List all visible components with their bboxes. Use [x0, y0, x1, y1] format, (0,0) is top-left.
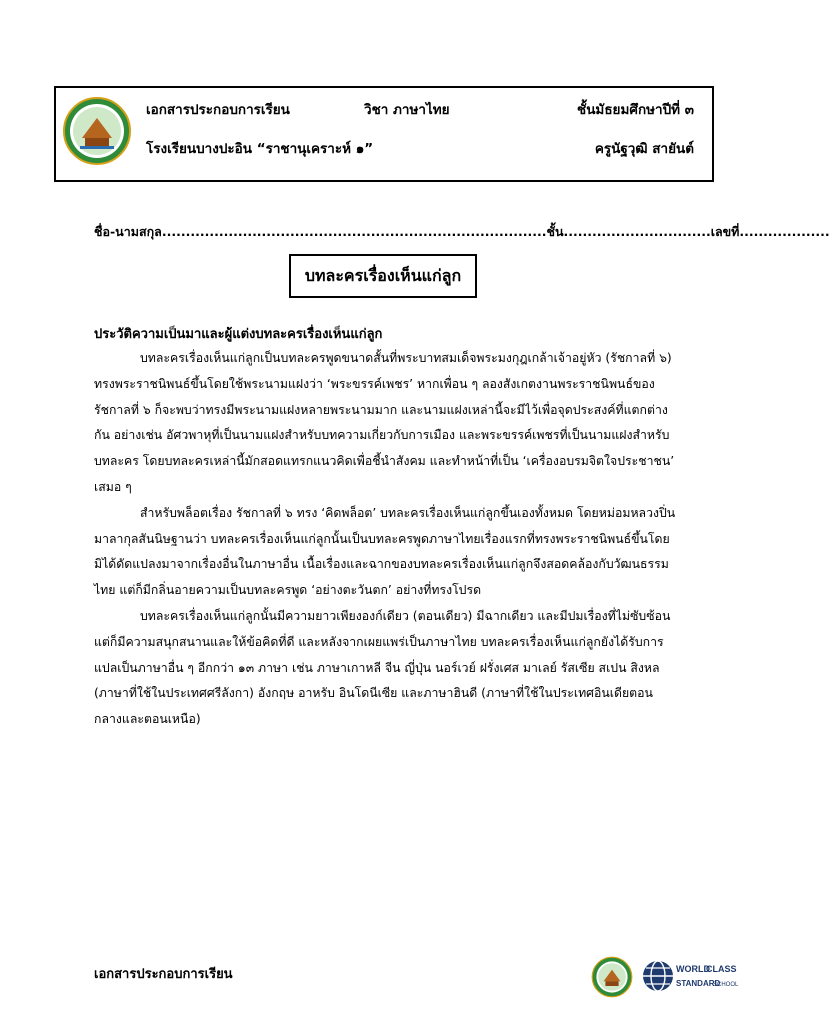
- globe-icon: [643, 961, 673, 991]
- footer-school-logo: [591, 956, 633, 998]
- body-text: [94, 346, 676, 733]
- wcss-world: WORLD: [676, 964, 710, 974]
- document-title: บทละครเรื่องเห็นแก่ลูก: [289, 254, 477, 298]
- wcss-school: SCHOOL: [713, 982, 739, 988]
- header-subject: วิชา ภาษาไทย: [364, 102, 450, 118]
- section-heading: ประวัติความเป็นมาและผู้แต่งบทละครเรื่องเห็นแก่ลูก: [94, 327, 383, 342]
- footer-label: เอกสารประกอบการเรียน: [94, 967, 233, 982]
- header-school: โรงเรียนบางปะอิน “ราชานุเคราะห์ ๑”: [146, 141, 374, 157]
- header-doc-label: เอกสารประกอบการเรียน: [146, 102, 290, 118]
- paragraph-2: สำหรับพล็อตเรื่อง รัชกาลที่ ๖ ทรง ‘คิดพล็อต’ บทละครเรื่องเห็นแก่ลูกขึ้นเองทั้งหมด โดยหม่อมหลวงปิ่น มาลากุลสันนิษฐานว่า บทละครเรื่องเห็นแก่ลูกนั้นเป็นบทละครพูดภาษาไทยเรื่องแรกที่ทรงพระราชนิพนธ์ขึ้นโดยมิได้ดัดแปลงมาจากเรื่องอื่นในภาษาอื่น เนื้อเรื่องและฉากของบทละครเรื่องเห็นแก่ลูกจึงสอดคล้องกับวัฒนธรรมไทย แต่ก็มีกลิ่นอายความเป็นบทละครพูด ‘อย่างตะวันตก’ อย่างที่ทรงโปรด: [94, 505, 676, 598]
- student-info-line: ชื่อ-นามสกุล.................................................................................ชั้น...............................เลขที่...................: [94, 224, 830, 239]
- wcss-class: CLASS: [706, 964, 737, 974]
- paragraph-3: บทละครเรื่องเห็นแก่ลูกนั้นมีความยาวเพียงองก์เดียว (ตอนเดียว) มีฉากเดียว และมีปมเรื่องที่ไม่ซับซ้อน แต่ก็มีความสนุกสนานและให้ข้อคิดที่ดี และหลังจากเผยแพร่เป็นภาษาไทย บทละครเรื่องเห็นแก่ลูกยังได้รับการแปลเป็นภาษาอื่น ๆ อีกกว่า ๑๓ ภาษา เช่น ภาษาเกาหลี จีน ญี่ปุ่น นอร์เวย์ ฝรั่งเศส มาเลย์ รัสเซีย สเปน สิงหล (ภาษาที่ใช้ในประเทศศรีลังกา) อังกฤษ อาหรับ อินโดนีเซีย และภาษาฮินดี (ภาษาที่ใช้ในประเทศอินเดียตอนกลางและตอนเหนือ): [94, 608, 671, 727]
- wcss-standard: STANDARD: [676, 979, 721, 988]
- header-grade: ชั้นมัธยมศึกษาปีที่ ๓: [577, 102, 694, 118]
- paragraph-1: บทละครเรื่องเห็นแก่ลูกเป็นบทละครพูดขนาดสั้นที่พระบาทสมเด็จพระมงกุฎเกล้าเจ้าอยู่หัว (รัชกาลที่ ๖) ทรงพระราชนิพนธ์ขึ้นโดยใช้พระนามแฝงว่า ‘พระขรรค์เพชร’ หากเพื่อน ๆ ลองสังเกตงานพระราชนิพนธ์ของรัชกาลที่ ๖ ก็จะพบว่าทรงมีพระนามแฝงหลายพระนามมาก และนามแฝงเหล่านี้จะมีไว้เพื่อจุดประสงค์ที่แตกต่างกัน อย่างเช่น อัศวพาหุที่เป็นนามแฝงสำหรับบทความเกี่ยวกับการเมือง และพระขรรค์เพชรที่เป็นนามแฝงสำหรับบทละคร โดยบทละครเหล่านี้มักสอดแทรกแนวคิดเพื่อชี้นำสังคม และทำหน้าที่เป็น ‘เครื่องอบรมจิตใจประชาชน’ เสมอ ๆ: [94, 351, 675, 494]
- header-teacher: ครูนัฐวุฒิ สายันต์: [594, 141, 694, 157]
- world-class-standard-school-logo: [642, 958, 739, 994]
- school-logo: [62, 96, 132, 166]
